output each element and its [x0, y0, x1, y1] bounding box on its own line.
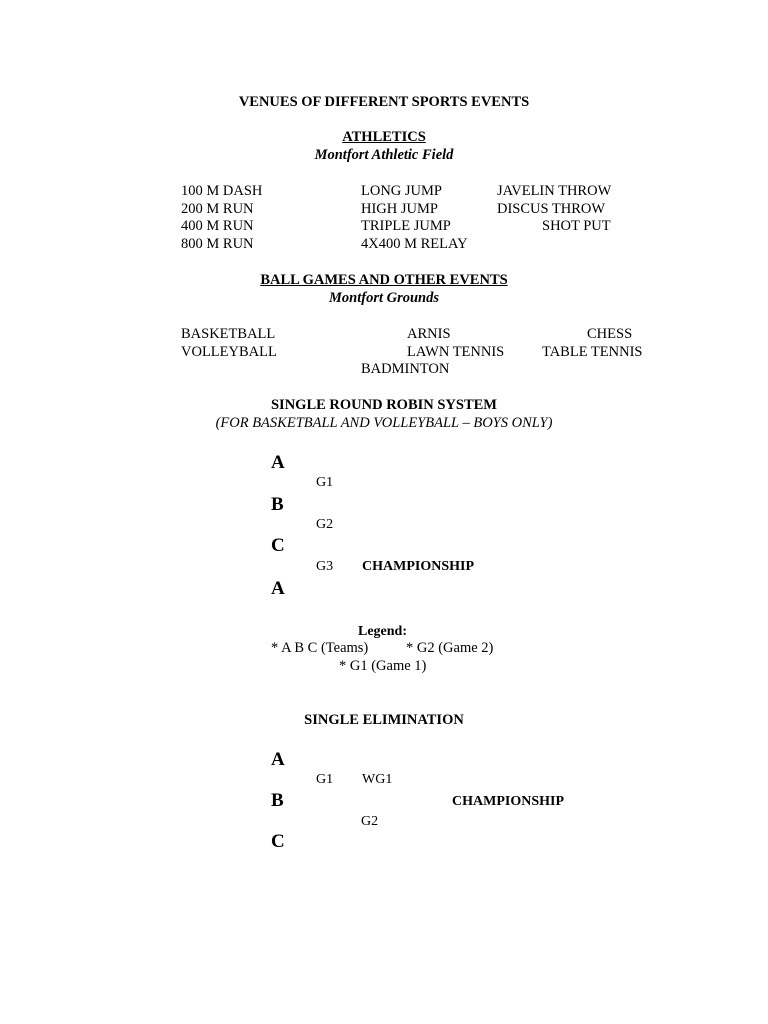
- athletics-event: 100 M DASH: [181, 183, 263, 199]
- athletics-event: 400 M RUN: [181, 218, 254, 234]
- athletics-event: 800 M RUN: [181, 236, 254, 252]
- round-robin-heading: SINGLE ROUND ROBIN SYSTEM: [270, 397, 497, 413]
- athletics-event: SHOT PUT: [542, 218, 611, 234]
- ball-games-event: BASKETBALL: [181, 326, 276, 342]
- team-label: B: [271, 494, 284, 515]
- legend-item: * A B C (Teams): [271, 640, 369, 656]
- ball-games-event: LAWN TENNIS: [407, 344, 505, 360]
- athletics-heading: ATHLETICS: [342, 129, 426, 145]
- athletics-event: HIGH JUMP: [361, 201, 438, 217]
- game-label: G1: [316, 475, 334, 490]
- team-label: A: [271, 578, 285, 599]
- championship-label: CHAMPIONSHIP: [452, 794, 564, 809]
- ball-games-event: ARNIS: [407, 326, 451, 342]
- championship-label: CHAMPIONSHIP: [362, 559, 474, 574]
- athletics-event: 4X400 M RELAY: [361, 236, 468, 252]
- team-label: C: [271, 535, 285, 556]
- page-title: VENUES OF DIFFERENT SPORTS EVENTS: [238, 94, 530, 110]
- single-elimination-heading: SINGLE ELIMINATION: [304, 712, 464, 728]
- game-label: G2: [361, 814, 379, 829]
- winner-game-label: WG1: [362, 772, 393, 787]
- ball-games-event: BADMINTON: [361, 361, 450, 377]
- legend-title: Legend:: [358, 624, 407, 639]
- ball-games-event: VOLLEYBALL: [181, 344, 277, 360]
- athletics-event: TRIPLE JUMP: [361, 218, 451, 234]
- athletics-event: LONG JUMP: [361, 183, 442, 199]
- game-label: G1: [316, 772, 334, 787]
- athletics-event: 200 M RUN: [181, 201, 254, 217]
- game-label: G3: [316, 559, 334, 574]
- ball-games-event: TABLE TENNIS: [542, 344, 643, 360]
- athletics-event: JAVELIN THROW: [497, 183, 612, 199]
- athletics-event: DISCUS THROW: [497, 201, 606, 217]
- team-label: B: [271, 790, 284, 811]
- team-label: C: [271, 831, 285, 852]
- round-robin-subheading: (FOR BASKETBALL AND VOLLEYBALL – BOYS ONLY): [215, 415, 553, 431]
- game-label: G2: [316, 517, 334, 532]
- team-label: A: [271, 749, 285, 770]
- legend-item: * G1 (Game 1): [339, 658, 427, 674]
- ball-games-event: CHESS: [587, 326, 633, 342]
- legend-item: * G2 (Game 2): [406, 640, 494, 656]
- team-label: A: [271, 452, 285, 473]
- athletics-venue: Montfort Athletic Field: [314, 147, 454, 163]
- ball-games-heading: BALL GAMES AND OTHER EVENTS: [260, 272, 508, 288]
- ball-games-venue: Montfort Grounds: [329, 290, 439, 306]
